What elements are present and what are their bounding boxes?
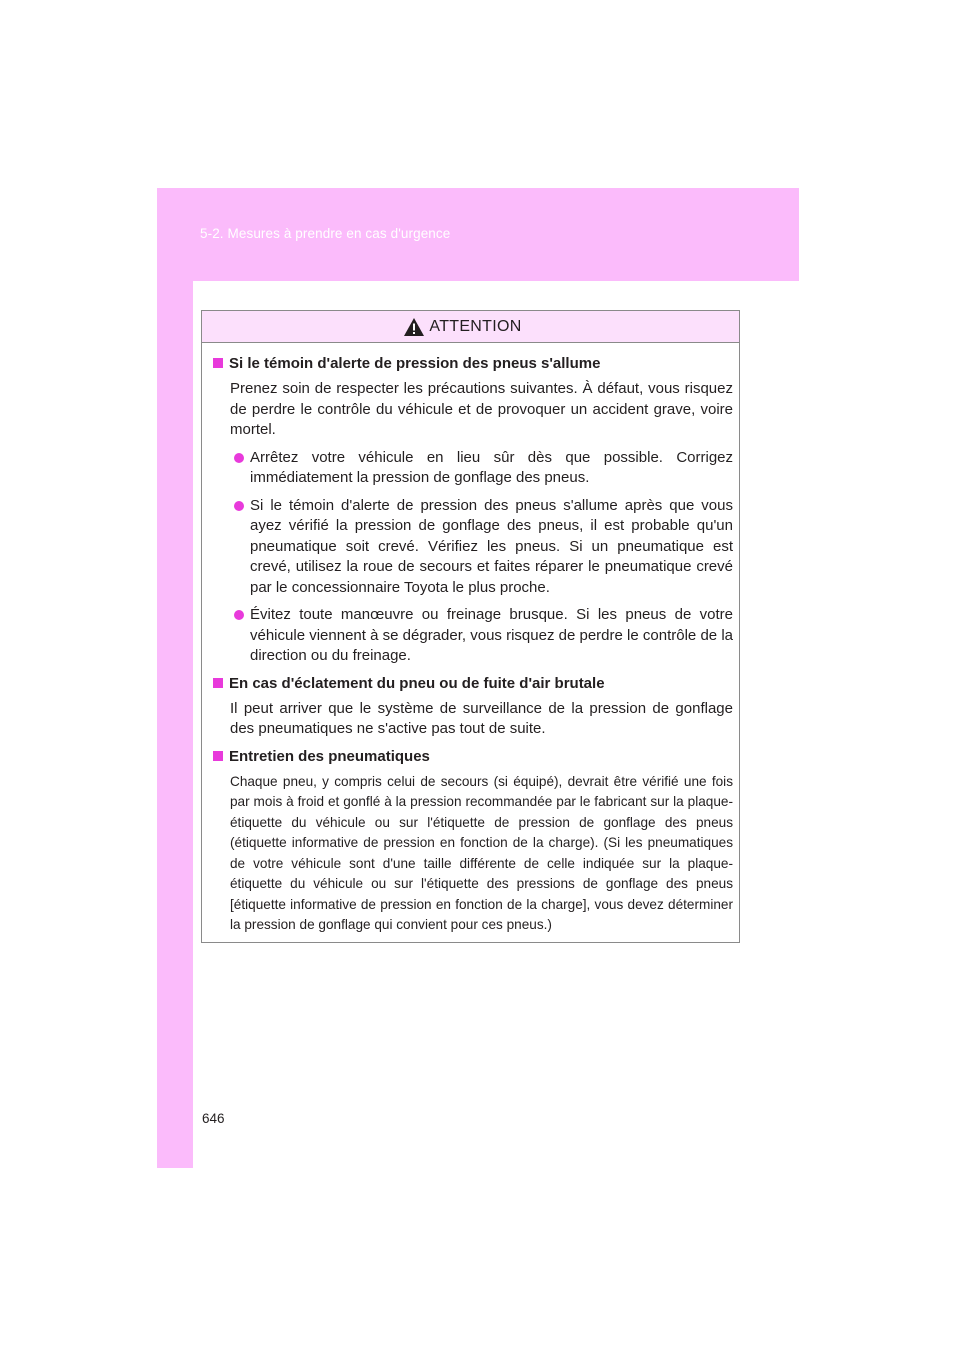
square-bullet-icon <box>213 751 223 761</box>
warning-box <box>201 310 740 943</box>
round-bullet-icon <box>234 453 244 463</box>
list-item <box>234 605 733 667</box>
section-heading-text: Entretien des pneumatiques <box>229 747 430 765</box>
list-item <box>234 496 733 599</box>
warning-header <box>202 311 739 343</box>
side-color-strip <box>157 188 193 1168</box>
round-bullet-icon <box>234 610 244 620</box>
section-title: 5-2. Mesures à prendre en cas d'urgence <box>200 226 451 241</box>
warning-triangle-icon <box>403 317 425 337</box>
square-bullet-icon <box>213 358 223 368</box>
section-paragraph: Il peut arriver que le système de surveillance de la pression de gonflage des pneumatiques ne s'active pas tout de suite. <box>230 699 733 737</box>
warning-body <box>202 343 739 936</box>
list-item-text: Si le témoin d'alerte de pression des pneus s'allume après que vous ayez vérifié la pression de gonflage des pneus, il est probable qu'un pneumatique soit crevé. Vérifiez les pneus. Si un pneumatique est crevé, utilisez la roue de secours et faites réparer le pneumatique crevé par le concessionnaire Toyota le plus proche. <box>250 496 733 596</box>
round-bullet-icon <box>234 501 244 511</box>
section-heading <box>213 747 733 766</box>
list-item <box>234 448 733 489</box>
section-paragraph: Prenez soin de respecter les précautions suivantes. À défaut, vous risquez de perdre le contrôle du véhicule et de provoquer un accident grave, voire mortel. <box>230 380 733 438</box>
list-item-text: Évitez toute manœuvre ou freinage brusque. Si les pneus de votre véhicule viennent à se dégrader, vous risquez de perdre le contrôle de la direction ou du freinage. <box>250 606 733 664</box>
section-heading <box>213 354 733 373</box>
list-item-text: Arrêtez votre véhicule en lieu sûr dès que possible. Corrigez immédiatement la pression de gonflage des pneus. <box>250 448 733 486</box>
section-heading-text: Si le témoin d'alerte de pression des pneus s'allume <box>229 355 601 372</box>
square-bullet-icon <box>213 678 223 688</box>
section-heading <box>213 674 733 693</box>
section-heading-text: En cas d'éclatement du pneu ou de fuite d'air brutale <box>229 674 605 692</box>
warning-title: ATTENTION <box>429 317 522 335</box>
page-number: 646 <box>202 1111 225 1126</box>
section-paragraph: Chaque pneu, y compris celui de secours (si équipé), devrait être vérifié une fois par mois à froid et gonflé à la pression recommandée par le fabricant sur la plaque-étiquette du véhicule ou sur l'étiquette de pression de gonflage des pneus (étiquette informative de pression en fonction de la charge). (Si les pneumatiques de votre véhicule sont d'une taille différente de celle indiquée sur la plaque-étiquette du véhicule ou sur l'étiquette des pressions de gonflage des pneus [étiquette informative de pression en fonction de la charge], vous devez déterminer la pression de gonflage qui convient pour ces pneus.) <box>230 773 733 932</box>
